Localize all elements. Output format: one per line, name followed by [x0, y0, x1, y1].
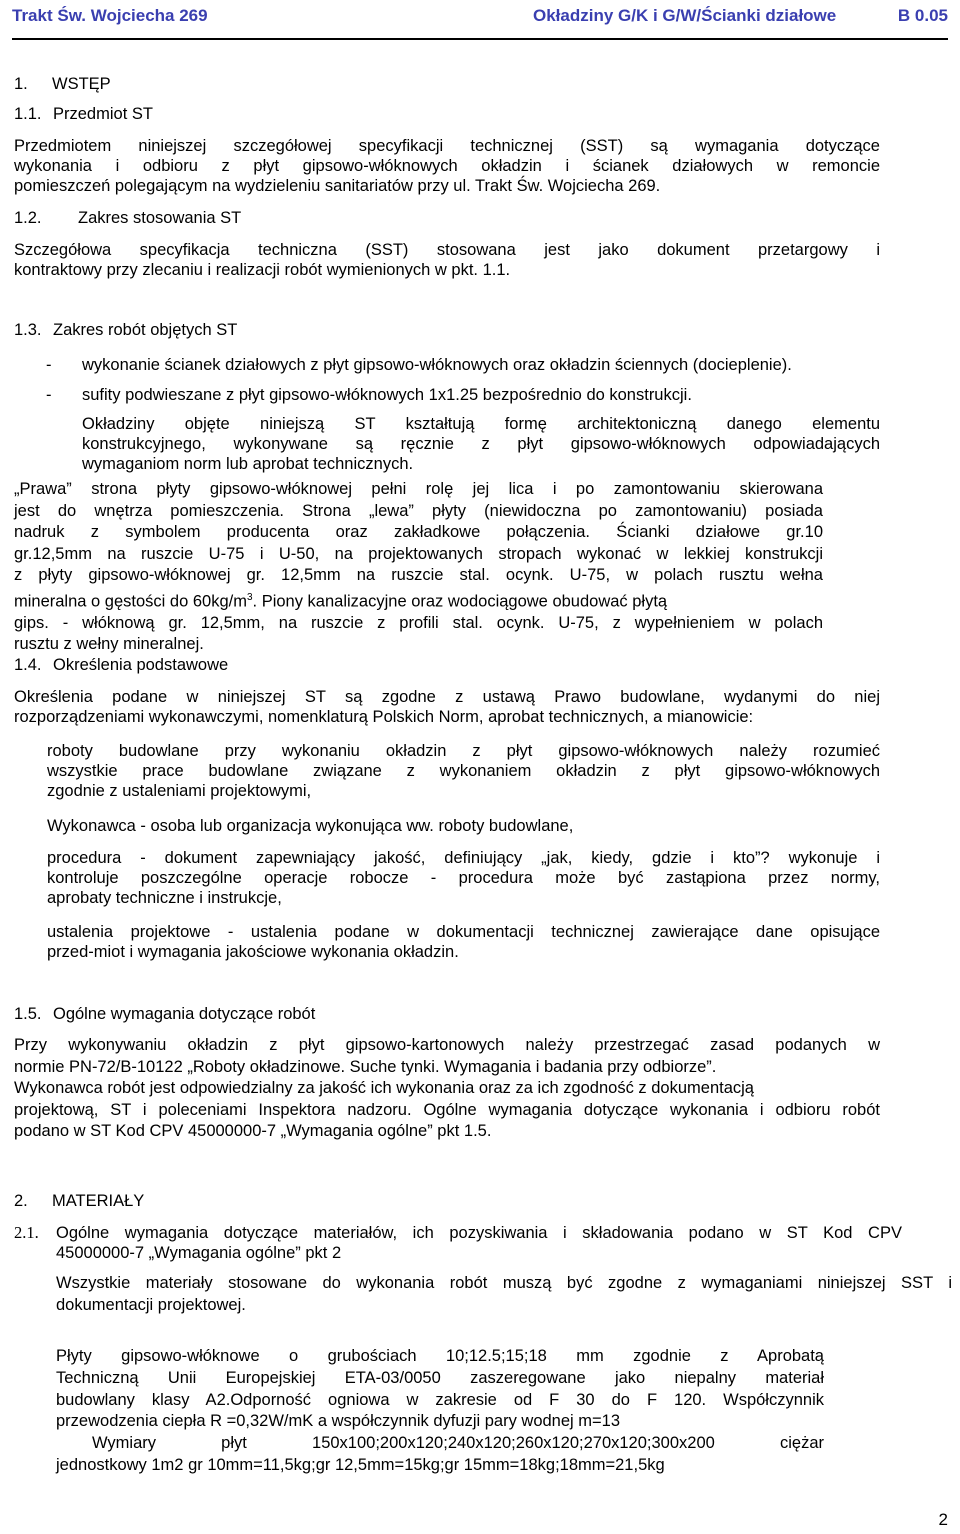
- section-1-5-num: 1.5.: [14, 1005, 42, 1023]
- definition-wykonawca: Wykonawca - osoba lub organizacja wykonująca ww. roboty budowlane,: [47, 817, 574, 835]
- header-right: B 0.05: [897, 6, 948, 25]
- text-line: roboty budowlane przy wykonaniu okładzin z płyt gipsowo-włóknowych należy rozumieć: [47, 742, 880, 760]
- text-line: budowlany klasy A2.Odporność ogniowa w zakresie od F 30 do F 120. Współczynnik: [56, 1390, 824, 1409]
- text-line: Przy wykonywaniu okładzin z płyt gipsowo-kartonowych należy przestrzegać zasad podanych w: [14, 1036, 880, 1054]
- text-line: normie PN-72/B-10122 „Roboty okładzinowe. Suche tynki. Wymagania i badania przy odbiorze”.: [14, 1057, 717, 1076]
- section-2-title: MATERIAŁY: [52, 1192, 145, 1210]
- text-line: jednostkowy 1m2 gr 10mm=11,5kg;gr 12,5mm=15kg;gr 15mm=18kg;18mm=21,5kg: [56, 1455, 665, 1474]
- section-2-1-num: 2.1.: [14, 1223, 39, 1242]
- section-2-num: 2.: [14, 1192, 28, 1210]
- page-header: [12, 4, 948, 40]
- bullet-dash: -: [46, 386, 52, 404]
- text-line: nadruk z symbolem producenta oraz zakładkowe połączenia. Ścianki działowe gr.10: [14, 523, 823, 541]
- text-line: z płyty gipsowo-włóknowej gr. 12,5mm na ruszcie stal. ocynk. U-75, w polach rusztu wełna: [14, 566, 823, 584]
- text-line: Wykonawca robót jest odpowiedzialny za jakość ich wykonania oraz za ich zgodność z dokumentacją: [14, 1079, 754, 1097]
- section-1-1-num: 1.1.: [14, 105, 42, 123]
- text-line: gr.12,5mm na ruszcie U-75 i U-50, na projektowanych stropach wykonać w lekkiej konstrukcji: [14, 544, 823, 563]
- section-1-5-text: [14, 1035, 880, 1143]
- text-line: projektową, ST i poleceniami Inspektora nadzoru. Ogólne wymagania dotyczące wykonania i odbioru robót: [14, 1100, 880, 1119]
- section-1-3-num: 1.3.: [14, 321, 42, 339]
- text-line: Ogólne wymagania dotyczące materiałów, ich pozyskiwania i składowania podano w ST Kod CPV: [56, 1224, 902, 1242]
- section-1-4-intro: [14, 687, 880, 727]
- text-line: podano w ST Kod CPV 45000000-7 „Wymagania ogólne” pkt 1.5.: [14, 1122, 492, 1140]
- text-line: gips. - włóknową gr. 12,5mm, na ruszcie z profili stal. ocynk. U-75, z wypełnieniem w polach: [14, 613, 823, 632]
- text-line: pomieszczeń polegającym na wydzieleniu sanitariatów przy ul. Trakt Św. Wojciecha 269.: [14, 177, 661, 195]
- text-line: Techniczną Unii Europejskiej ETA-03/0050 zaszeregowane jako niepalny materiał: [56, 1368, 824, 1387]
- section-2-1-text2: [56, 1272, 952, 1316]
- text-line: [14, 587, 823, 613]
- text-line: konstrukcyjnego, wykonywane są ręcznie z płyt gipsowo-włóknowych odpowiadających: [82, 435, 880, 453]
- section-1-3-para1: [82, 414, 880, 474]
- bullet-item: wykonanie ścianek działowych z płyt gipsowo-włóknowych oraz okładzin ściennych (docieplenie).: [82, 356, 792, 374]
- section-2-1-text: [56, 1223, 902, 1263]
- text-line: wszystkie prace budowlane związane z wykonaniem okładzin z płyt gipsowo-włóknowych: [47, 762, 880, 780]
- section-1-4-num: 1.4.: [14, 656, 42, 674]
- text-line: kontroluje poszczególne operacje robocze - procedura może być zastąpiona przez normy,: [47, 869, 880, 887]
- section-1-4-title: Określenia podstawowe: [53, 656, 229, 674]
- superscript: 3: [246, 591, 253, 603]
- text-line: procedura - dokument zapewniający jakość, definiujący „jak, kiedy, gdzie i kto”? wykonuje i: [47, 849, 880, 867]
- text-line: Okładziny objęte niniejszą ST kształtują formę architektoniczną danego elementu: [82, 415, 880, 433]
- text-line: rozporządzeniami wykonawczymi, nomenklaturą Polskich Norm, aprobat technicznych, a mianowicie:: [14, 708, 754, 726]
- text-line: wykonania i odbioru z płyt gipsowo-włóknowych okładzin i ścianek działowych w remoncie: [14, 157, 880, 175]
- text-line: jest do wnętrza pomieszczenia. Strona „lewa” płyty (niewidoczna po zamontowaniu) posiada: [14, 501, 823, 520]
- section-1-5-title: Ogólne wymagania dotyczące robót: [53, 1005, 316, 1023]
- text-line: Wymiary płyt 150x100;200x120;240x120;260x120;270x120;300x200 ciężar: [92, 1434, 824, 1453]
- text-line: „Prawa” strona płyty gipsowo-włóknowej pełni rolę jej lica i po zamontowaniu skierowana: [14, 480, 823, 498]
- bullet-dash: -: [46, 356, 52, 374]
- section-1-1-text: [14, 136, 880, 196]
- section-2-1-text3: [56, 1346, 824, 1477]
- section-1-title: WSTĘP: [52, 75, 111, 93]
- text-line: wymaganiom norm lub aprobat technicznych.: [82, 455, 414, 473]
- section-1-1-title: Przedmiot ST: [53, 105, 153, 123]
- text-line: Określenia podane w niniejszej ST są zgodne z ustawą Prawo budowlane, wydanymi do niej: [14, 688, 880, 706]
- text-line: przed-miot i wymagania jakościowe wykonania okładzin.: [47, 943, 459, 961]
- header-left: Trakt Św. Wojciecha 269: [12, 6, 208, 25]
- text-fragment: . Piony kanalizacyjne oraz wodociągowe obudować płytą: [252, 592, 668, 610]
- bullet-item: sufity podwieszane z płyt gipsowo-włóknowych 1x1.25 bezpośrednio do konstrukcji.: [82, 386, 692, 404]
- section-1-2-title: Zakres stosowania ST: [78, 209, 242, 227]
- text-line: zgodnie z ustaleniami projektowymi,: [47, 782, 312, 800]
- definition-ustalenia: [47, 922, 880, 962]
- text-line: ustalenia projektowe - ustalenia podane w dokumentacji technicznej zawierające dane opisujące: [47, 923, 880, 941]
- header-center: Okładziny G/K i G/W/Ścianki działowe: [533, 6, 837, 25]
- text-line: przewodzenia ciepła R =0,32W/mK a współczynnik dyfuzji pary wodnej m=13: [56, 1412, 621, 1431]
- text-line: kontraktowy przy zlecaniu i realizacji robót wymienionych w pkt. 1.1.: [14, 261, 511, 279]
- text-line: aprobaty techniczne i instrukcje,: [47, 889, 282, 907]
- text-line: Szczegółowa specyfikacja techniczna (SST) stosowana jest jako dokument przetargowy i: [14, 241, 880, 259]
- text-fragment: mineralna o gęstości do 60kg/m: [14, 592, 247, 610]
- definition-procedura: [47, 848, 880, 908]
- section-1-2-num: 1.2.: [14, 209, 42, 227]
- text-line: Płyty gipsowo-włóknowe o grubościach 10;12.5;15;18 mm zgodnie z Aprobatą: [56, 1347, 824, 1365]
- section-1-2-text: [14, 240, 880, 280]
- text-line: Przedmiotem niniejszej szczegółowej specyfikacji technicznej (SST) są wymagania dotyczące: [14, 137, 880, 155]
- definition-roboty: [47, 741, 880, 801]
- section-1-3-title: Zakres robót objętych ST: [53, 321, 238, 339]
- text-line: Wszystkie materiały stosowane do wykonania robót muszą być zgodne z wymaganiami niniejszej SST i: [56, 1274, 952, 1292]
- section-1-3-para2: [14, 479, 823, 656]
- text-line: 45000000-7 „Wymagania ogólne” pkt 2: [56, 1244, 342, 1262]
- page-number: 2: [938, 1510, 948, 1529]
- text-line: rusztu z wełny mineralnej.: [14, 635, 204, 653]
- text-line: dokumentacji projektowej.: [56, 1296, 246, 1314]
- section-1-num: 1.: [14, 75, 28, 93]
